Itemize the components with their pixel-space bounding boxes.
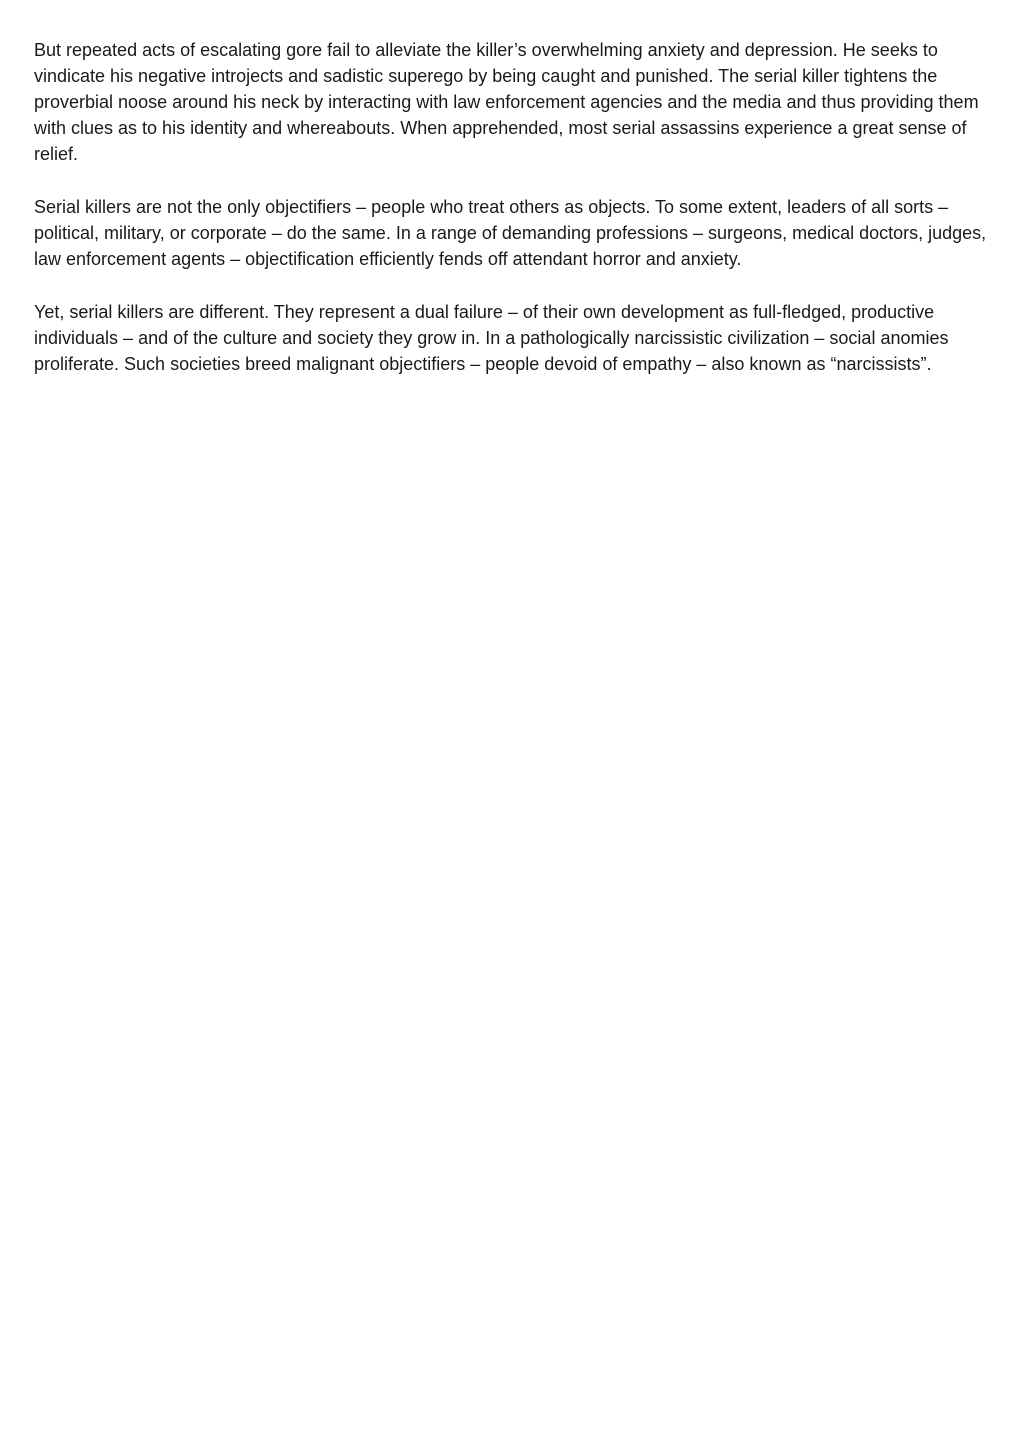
paragraph-3: Yet, serial killers are different. They represent a dual failure – of their own development as full-fledged, productive individuals – and of the culture and society they grow in. In a pathologically narcissistic civilization – social anomies proliferate. Such societies breed malignant objectifiers – people devoid of empathy – also known as “narcissists”. <box>34 302 949 374</box>
paragraph-1: But repeated acts of escalating gore fail to alleviate the killer’s overwhelming anxiety and depression. He seeks to vindicate his negative introjects and sadistic superego by being caught and punished. The serial killer tightens the proverbial noose around his neck by interacting with law enforcement agencies and the media and thus providing them with clues as to his identity and whereabouts. When apprehended, most serial assassins experience a great sense of relief. <box>34 40 979 164</box>
paragraph-2: Serial killers are not the only objectifiers – people who treat others as objects. To some extent, leaders of all sorts – political, military, or corporate – do the same. In a range of demanding professions – surgeons, medical doctors, judges, law enforcement agents – objectification efficiently fends off attendant horror and anxiety. <box>34 197 987 269</box>
